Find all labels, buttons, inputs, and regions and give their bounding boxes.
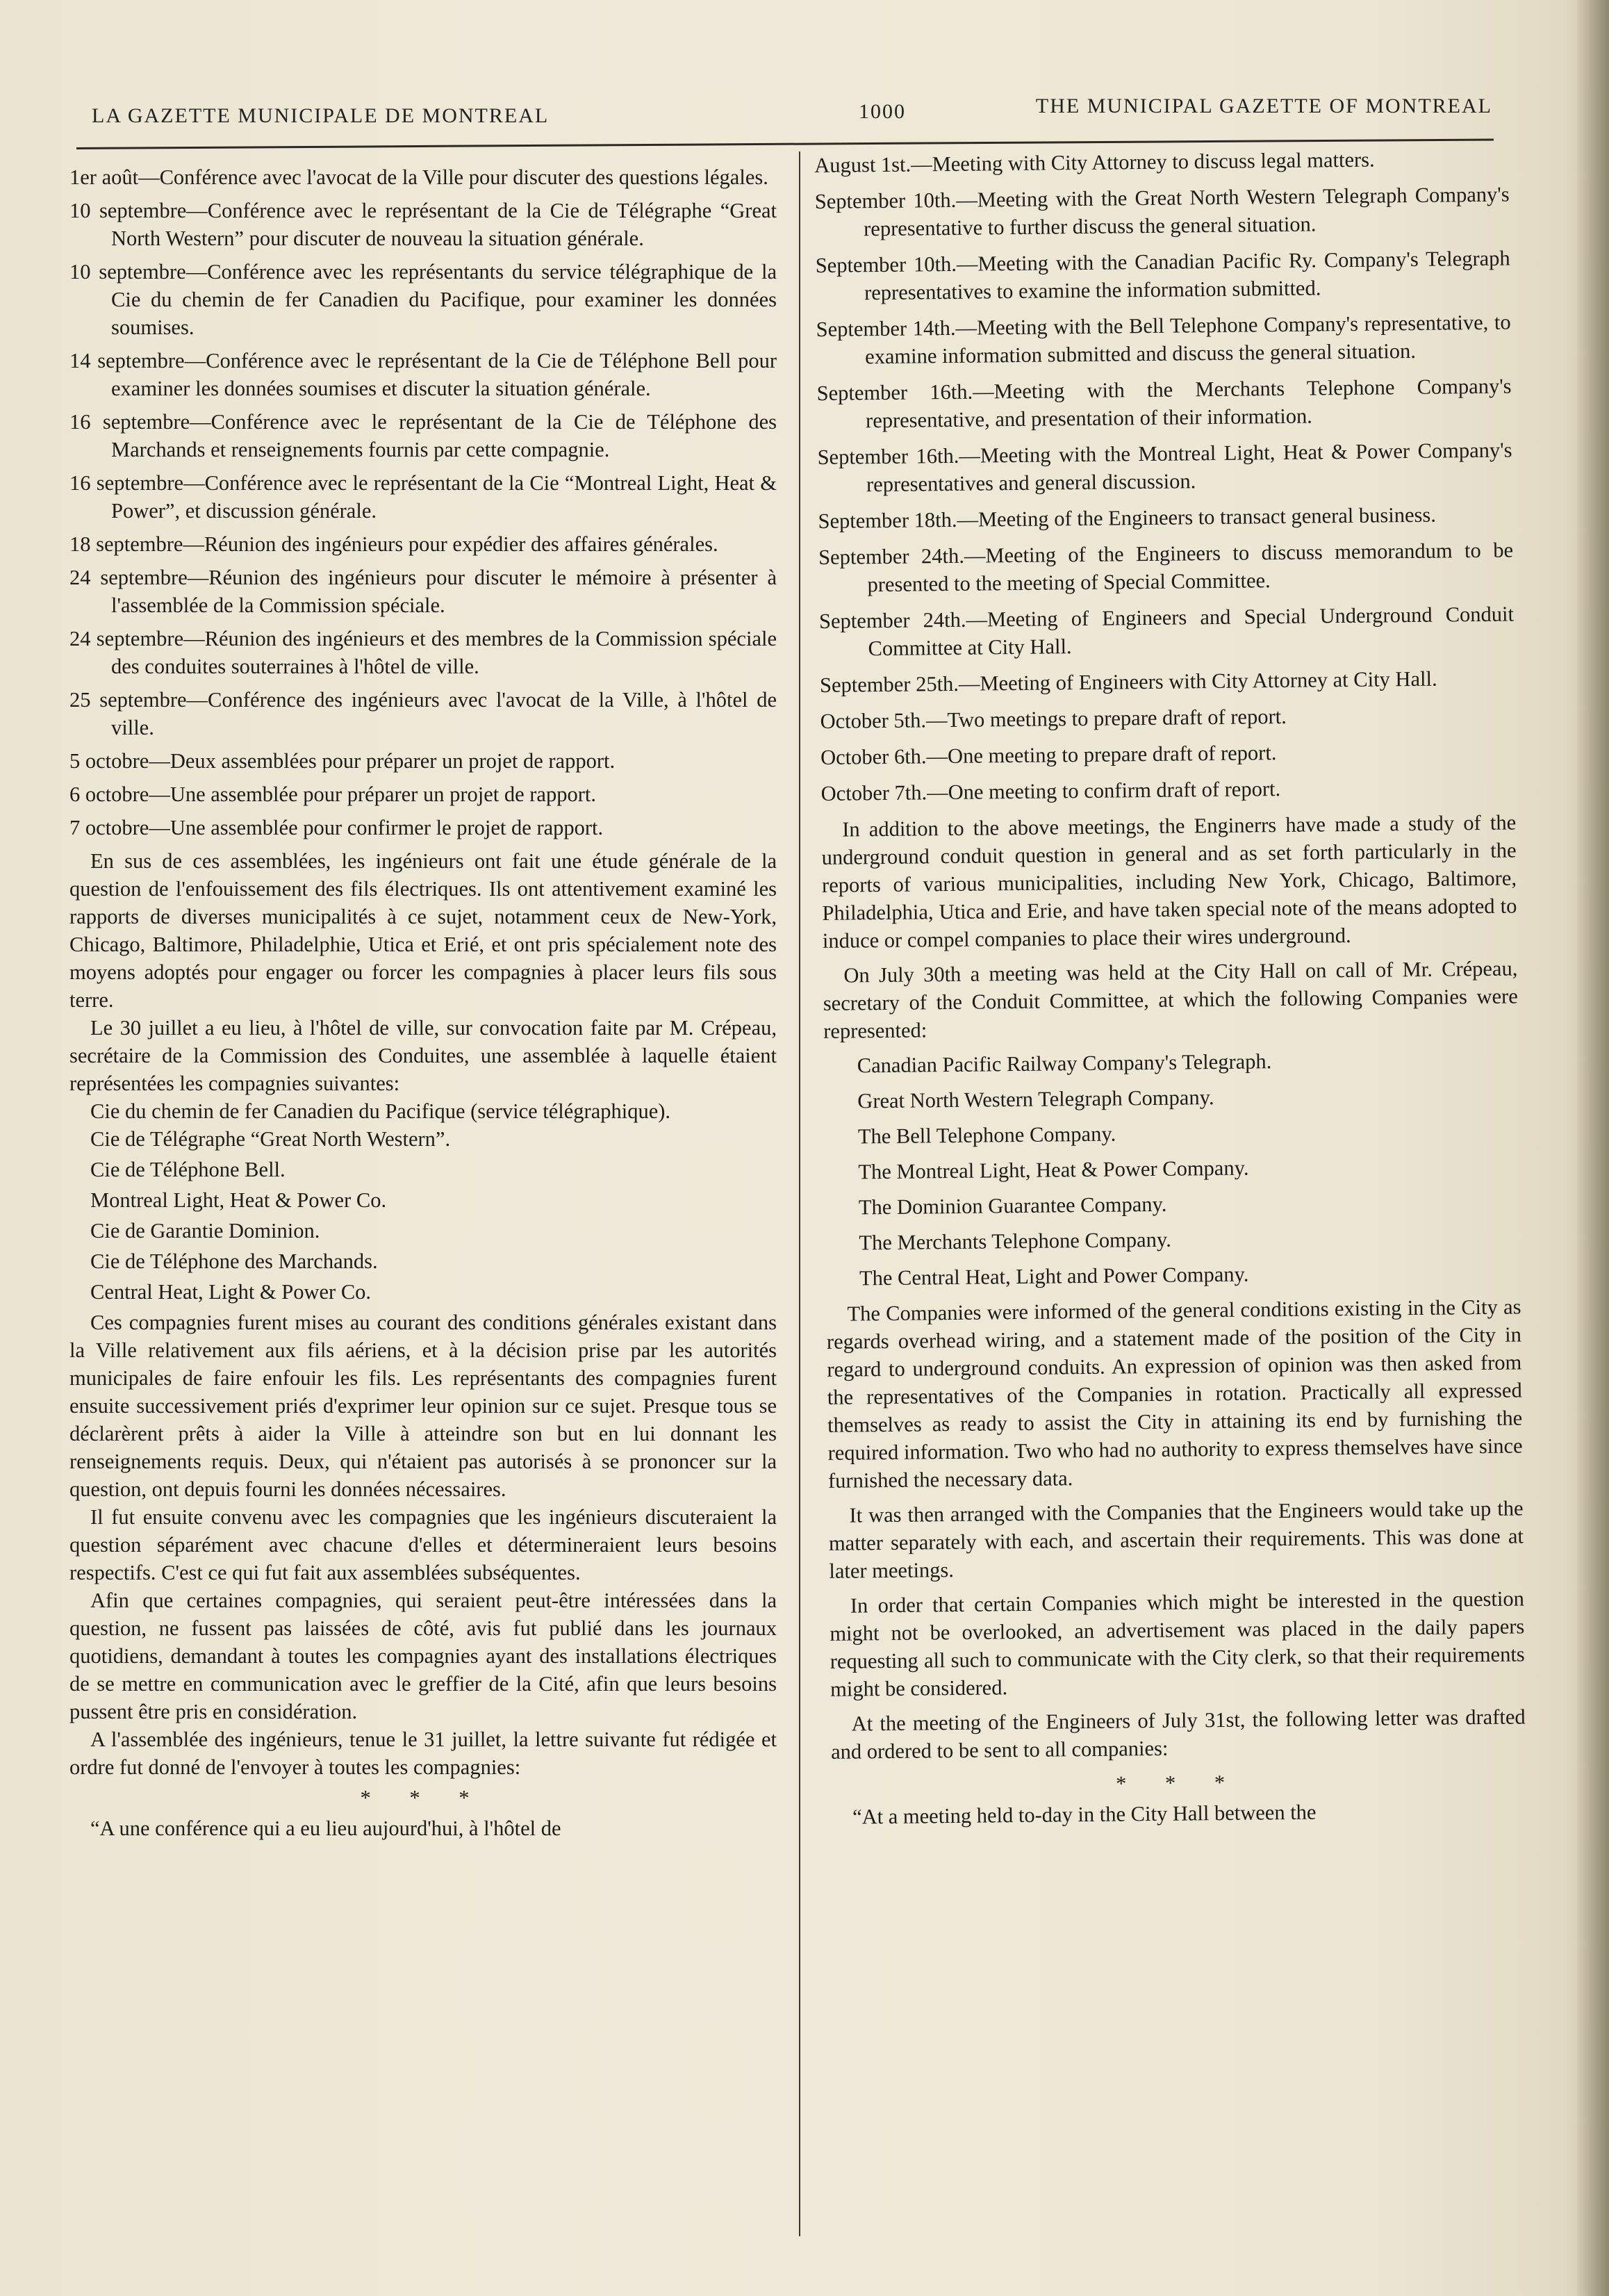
- paragraph: En sus de ces assemblées, les ingénieurs ont fait une étude générale de la question de l'enfouissement des fils électriques. Ils ont attentivement examiné les rapports de diverses municipalités à ce sujet, notamment ceux de New-York, Chicago, Baltimore, Philadelphie, Utica et Erié, et ont pris spécialement note des moyens adoptés pour engager ou forcer les compagnies à placer leurs fils sous terre.: [69, 849, 777, 1012]
- paragraph: In order that certain Companies which might be interested in the question might not be overlooked, an advertisement was placed in the daily papers requesting all such to communicate with the City clerk, so that their requirements might be considered.: [830, 1586, 1525, 1701]
- paragraph: Il fut ensuite convenu avec les compagnies que les ingénieurs discuteraient la question séparément avec chacune d'elles et détermineraient leurs besoins respectifs. C'est ce qui fut fait aux assemblées subséquentes.: [69, 1505, 777, 1584]
- page-header: [92, 90, 1492, 129]
- page-spine-shadow: [1577, 0, 1609, 2296]
- meeting-entry: October 6th.—One meeting to prepare draft of report.: [820, 741, 1277, 769]
- paragraph: A l'assemblée des ingénieurs, tenue le 31 juillet, la lettre suivante fut rédigée et ordre fut donné de l'envoyer à toutes les compagnies:: [69, 1728, 777, 1779]
- company-list-item: Cie de Téléphone Bell.: [90, 1158, 286, 1181]
- company-list-item: Cie du chemin de fer Canadien du Pacifique (service télégraphique).: [90, 1099, 671, 1123]
- meeting-entry: 1er août—Conférence avec l'avocat de la Ville pour discuter des questions légales.: [69, 165, 768, 189]
- meeting-entry: 6 octobre—Une assemblée pour préparer un projet de rapport.: [69, 782, 596, 806]
- company-list-item: Cie de Télégraphe “Great North Western”.: [90, 1127, 451, 1151]
- meeting-entry: September 10th.—Meeting with the Great North Western Telegraph Company's representative to further discuss the general situation.: [814, 182, 1510, 241]
- page-number: 1000: [859, 100, 906, 123]
- paragraph: At the meeting of the Engineers of July 31st, the following letter was drafted and ordered to be sent to all companies:: [830, 1705, 1526, 1764]
- meeting-entry: August 1st.—Meeting with City Attorney to discuss legal matters.: [814, 147, 1375, 177]
- meeting-entry: September 25th.—Meeting of Engineers with City Attorney at City Hall.: [819, 666, 1437, 697]
- french-column: [69, 163, 777, 1842]
- paragraph: “At a meeting held to-day in the City Hall between the: [852, 1800, 1317, 1829]
- meeting-entry: September 10th.—Meeting with the Canadian Pacific Ry. Company's Telegraph representatives to examine the information submitted.: [815, 246, 1510, 305]
- header-title-french: LA GAZETTE MUNICIPALE DE MONTREAL: [92, 104, 550, 127]
- meeting-entry: 24 septembre—Réunion des ingénieurs et des membres de la Commission spéciale des conduites souterraines à l'hôtel de ville.: [69, 627, 777, 678]
- paragraph: “A une conférence qui a eu lieu aujourd'hui, à l'hôtel de: [90, 1817, 561, 1840]
- paragraph: On July 30th a meeting was held at the City Hall on call of Mr. Crépeau, secretary of the Conduit Committee, at which the following Companies were represented:: [823, 956, 1518, 1043]
- company-list-item: The Central Heat, Light and Power Company.: [859, 1262, 1249, 1290]
- paragraph: In addition to the above meetings, the Enginerrs have made a study of the underground conduit question in general and as set forth particularly in the reports of various municipalities, including New York, Chicago, Baltimore, Philadelphia, Utica and Erie, and have taken special note of the means adopted to induce or compel companies to place their wires underground.: [821, 810, 1517, 953]
- meeting-entry: 25 septembre—Conférence des ingénieurs avec l'avocat de la Ville, à l'hôtel de ville.: [69, 688, 777, 739]
- meeting-entry: 16 septembre—Conférence avec le représentant de la Cie “Montreal Light, Heat & Power”, et discussion générale.: [69, 471, 777, 523]
- meeting-entry: 14 septembre—Conférence avec le représentant de la Cie de Téléphone Bell pour examiner les données soumises et discuter la situation générale.: [69, 349, 777, 400]
- meeting-entry: 10 septembre—Conférence avec les représentants du service télégraphique de la Cie du chemin de fer Canadien du Pacifique, pour examiner les données soumises.: [69, 260, 777, 339]
- company-list-item: The Montreal Light, Heat & Power Company.: [858, 1156, 1249, 1184]
- meeting-entry: 16 septembre—Conférence avec le représentant de la Cie de Téléphone des Marchands et renseignements fournis par cette compagnie.: [69, 410, 777, 461]
- meeting-entry: 7 octobre—Une assemblée pour confirmer le projet de rapport.: [69, 816, 604, 839]
- paragraph: Ces compagnies furent mises au courant des conditions générales existant dans la Ville relativement aux fils aériens, et à la décision prise par les autorités municipales de faire enfouir les fils. Les représentants des compagnies furent ensuite successivement priés d'exprimer leur opinion sur ce sujet. Presque tous se déclarèrent prêts à aider la Ville à atteindre son but en lui donnant les renseignements requis. Deux, qui n'étaient pas autorisés à se prononcer sur la question, ont depuis fourni les données nécessaires.: [69, 1311, 777, 1501]
- company-list-item: Montreal Light, Heat & Power Co.: [90, 1188, 387, 1212]
- column-separator: [799, 151, 800, 2236]
- header-title-english: THE MUNICIPAL GAZETTE OF MONTREAL: [1035, 95, 1492, 117]
- section-stars: * * *: [360, 1786, 486, 1810]
- paragraph: It was then arranged with the Companies that the Engineers would take up the matter separately with each, and ascertain their requirements. This was done at later meetings.: [828, 1496, 1524, 1583]
- meeting-entry: 18 septembre—Réunion des ingénieurs pour expédier des affaires générales.: [69, 532, 718, 556]
- meeting-entry: 5 octobre—Deux assemblées pour préparer un projet de rapport.: [69, 749, 616, 773]
- company-list-item: Cie de Garantie Dominion.: [90, 1219, 320, 1243]
- meeting-entry: 24 septembre—Réunion des ingénieurs pour discuter le mémoire à présenter à l'assemblée de la Commission spéciale.: [69, 566, 777, 617]
- meeting-entry: September 24th.—Meeting of Engineers and Special Underground Conduit Committee at City Hall.: [818, 602, 1515, 661]
- paragraph: The Companies were informed of the general conditions existing in the City as regards overhead wiring, and a statement made of the position of the City in regard to underground conduits. An expression of opinion was then asked from the representatives of the Companies in rotation. Practically all expressed themselves as ready to assist the City in attaining its end by furnishing the required information. Two who had no authority to express themselves have since furnished the necessary data.: [826, 1295, 1523, 1493]
- company-list-item: Great North Western Telegraph Company.: [857, 1085, 1214, 1113]
- meeting-entry: September 16th.—Meeting with the Merchants Telephone Company's representative, and presentation of their information.: [816, 374, 1512, 433]
- company-list-item: The Bell Telephone Company.: [857, 1122, 1116, 1149]
- meeting-entry: September 16th.—Meeting with the Montreal Light, Heat & Power Company's representatives and general discussion.: [817, 438, 1512, 497]
- paragraph: Afin que certaines compagnies, qui seraient peut-être intéressées dans la question, ne fussent pas laissées de côté, avis fut publié dans les journaux quotidiens, demandant à toutes les compagnies ayant des installations électriques de se mettre en communication avec le greffier de la Cité, afin que leurs besoins pussent être pris en considération.: [69, 1589, 777, 1723]
- meeting-entry: September 14th.—Meeting with the Bell Telephone Company's representative, to examine information submitted and discuss the general situation.: [816, 310, 1511, 369]
- paragraph: Le 30 juillet a eu lieu, à l'hôtel de ville, sur convocation faite par M. Crépeau, secrétaire de la Commission des Conduites, une assemblée à laquelle étaient représentées les compagnies suivantes:: [69, 1016, 777, 1095]
- section-stars: * * *: [1115, 1770, 1242, 1796]
- english-column: [814, 145, 1526, 1838]
- meeting-entry: October 7th.—One meeting to confirm draft of report.: [820, 777, 1281, 805]
- company-list-item: The Dominion Guarantee Company.: [858, 1192, 1167, 1220]
- company-list-item: Cie de Téléphone des Marchands.: [90, 1249, 378, 1273]
- meeting-entry: October 5th.—Two meetings to prepare draft of report.: [820, 704, 1287, 733]
- meeting-entry: September 18th.—Meeting of the Engineers to transact general business.: [818, 502, 1437, 533]
- company-list-item: Central Heat, Light & Power Co.: [90, 1280, 372, 1304]
- meeting-entry: 10 septembre—Conférence avec le représentant de la Cie de Télégraphe “Great North Western” pour discuter de nouveau la situation générale.: [69, 199, 777, 250]
- company-list-item: The Merchants Telephone Company.: [859, 1227, 1171, 1255]
- company-list-item: Canadian Pacific Railway Company's Telegraph.: [857, 1049, 1272, 1078]
- meeting-entry: September 24th.—Meeting of the Engineers to discuss memorandum to be presented to the meeting of Special Committee.: [818, 538, 1514, 597]
